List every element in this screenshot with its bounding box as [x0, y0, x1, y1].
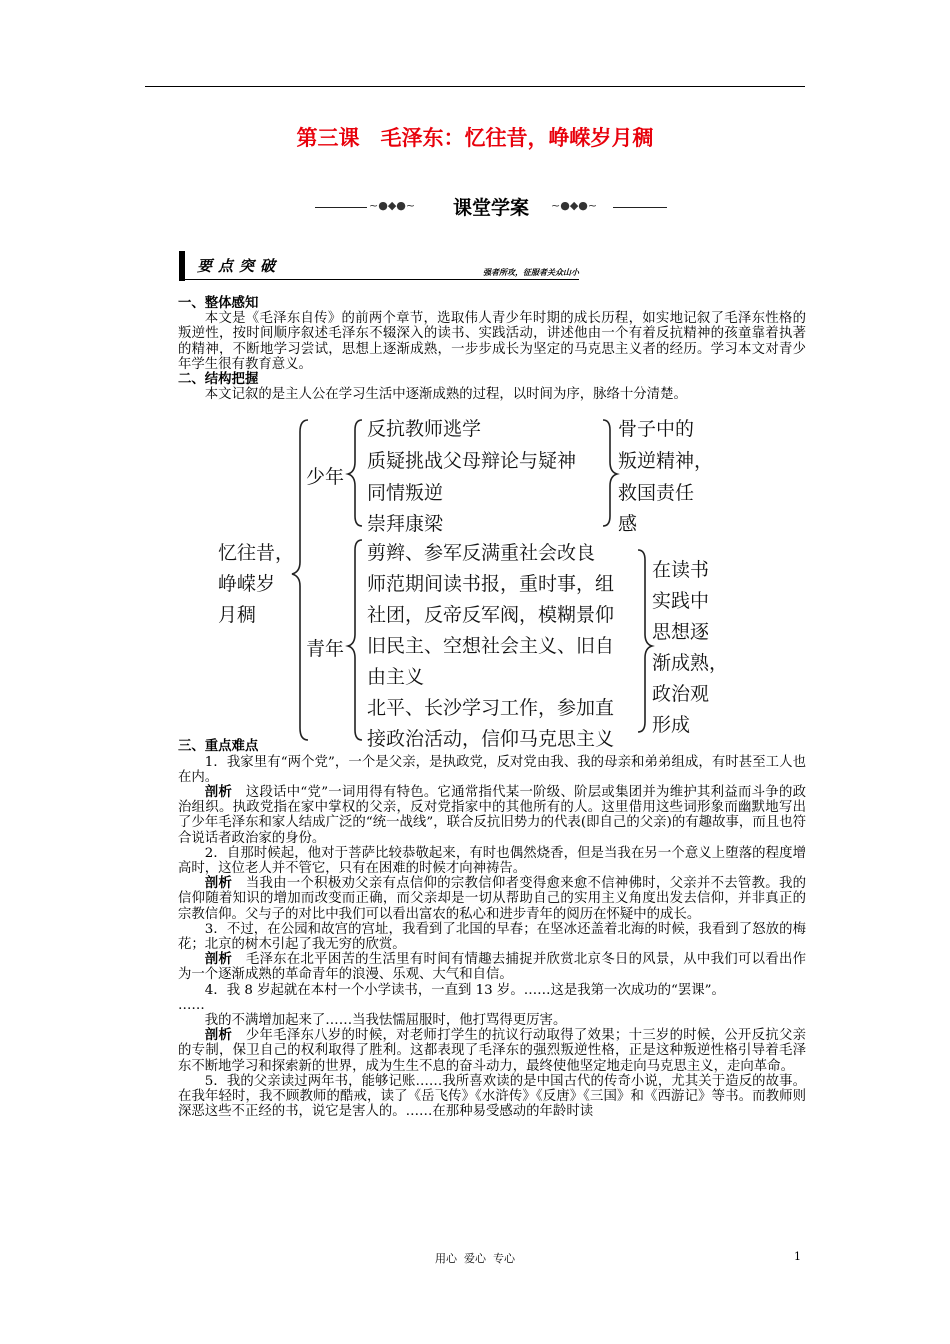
q2: 2．自那时候起，他对于菩萨比较恭敬起来，有时也偶然烧香，但是当我在另一个意义上堕落的程度增高时，这位老人并不管它，只有在困难的时候才向神祷告。: [178, 845, 806, 877]
brace-youth: [348, 420, 362, 526]
banner-underline: [185, 279, 579, 280]
q4b: ……: [178, 997, 205, 1013]
adult-item-5: 由主义: [367, 666, 425, 688]
youth-label: 少年: [306, 466, 345, 488]
adult-item-3: 社团，反帝反军阀，模糊景仰: [367, 604, 615, 626]
a2-text: 当我由一个积极劝父亲有点信仰的宗教信仰者变得愈来愈不信神佛时，父亲并不去管教。我的信仰随着知识的增加而改变而正确，而父亲却是一切从帮助自己的实用主义角度出发去信仰，并非真正的宗教信仰。父与子的对比中我们可以看出富农的私心和进步青年的阅历在怀疑中的成长。: [178, 876, 807, 922]
youth-summary-3: 救国责任: [618, 482, 695, 504]
part2-paragraph: 本文记叙的是主人公在学习生活中逐渐成熟的过程，以时间为序，脉络十分清楚。: [204, 387, 687, 403]
adult-summary-6: 形成: [652, 714, 691, 736]
part3-heading: 三、重点难点: [178, 739, 259, 755]
q4c: 我的不满增加起来了……当我怯懦屈服时，他打骂得更厉害。: [204, 1013, 567, 1029]
header-rule-left: [315, 207, 367, 208]
part1-paragraph: 本文是《毛泽东自传》的前两个章节，选取伟人青少年时期的成长历程，如实地记叙了毛泽东性格的叛逆性，按时间顺序叙述毛泽东不辍深入的读书、实践活动，讲述他由一个有着反抗精神的孩童靠着执著的精神，不断地学习尝试，思想上逐渐成熟，一步步成长为坚定的马克思主义者的经历。学习本文对青少年学生很有教育意义。: [178, 311, 806, 372]
root-line-1: 忆往昔，: [218, 542, 295, 564]
a3-label: 剖析: [204, 952, 233, 968]
adult-item-1: 剪辫、参军反满重社会改良: [367, 542, 596, 564]
part1-heading: 一、整体感知: [178, 296, 259, 311]
brace-adult: [348, 540, 362, 740]
a1-para: [178, 785, 806, 846]
adult-item-2: 师范期间读书报，重时事，组: [367, 573, 615, 595]
a4-para: [178, 1028, 806, 1074]
banner-bar: [179, 251, 185, 281]
youth-item-2: 质疑挑战父母辩论与疑神: [367, 450, 577, 472]
adult-item-4: 旧民主、空想社会主义、旧自: [367, 635, 615, 657]
lesson-title: 第三课 毛泽东：忆往昔，峥嵘岁月稠: [296, 126, 654, 150]
youth-item-1: 反抗教师逃学: [367, 418, 482, 440]
ornament-right-icon: ~●◆●~: [551, 199, 598, 212]
adult-summary-5: 政治观: [652, 683, 710, 705]
page-number: 1: [794, 1250, 801, 1263]
youth-item-4: 崇拜康梁: [367, 513, 444, 535]
youth-summary-4: 感: [618, 513, 638, 535]
ornament-left-icon: ~●◆●~: [369, 199, 416, 212]
a1-text: 这段话中“党”一词用得有特色。它通常指代某一阶级、阶层或集团并为维护其利益而斗争的政治组织。执政党指在家中掌权的父亲，反对党指家中的其他所有的人。这里借用这些词形象而幽默地写出了少年毛泽东和家人结成广泛的“统一战线”，联合反抗旧势力的代表(即自己的父亲)的有趣故事，而且也符合说话者政治家的身份。: [178, 785, 807, 846]
brace-adult-right: [638, 550, 652, 732]
footer-text: 用心 爱心 专心: [435, 1252, 515, 1265]
adult-label: 青年: [306, 638, 345, 660]
header-rule-right: [613, 207, 667, 208]
q1: 1．我家里有“两个党”，一个是父亲，是执政党，反对党由我、我的母亲和弟弟组成，有时甚至工人也在内。: [178, 754, 806, 785]
a1-label: 剖析: [204, 785, 233, 801]
a4-label: 剖析: [204, 1028, 233, 1044]
structure-diagram: [210, 412, 730, 752]
section-header: [315, 193, 667, 223]
root-line-3: 月稠: [218, 604, 257, 626]
part2-heading: 二、结构把握: [178, 372, 259, 388]
banner-title: 要点突破: [197, 257, 282, 275]
root-line-2: 峥嵘岁: [218, 573, 276, 595]
a2-label: 剖析: [204, 876, 233, 892]
a3-text: 毛泽东在北平困苦的生活里有时间有情趣去捕捉并欣赏北京冬日的风景，从中我们可以看出作为一个逐渐成熟的革命青年的浪漫、乐观、大气和自信。: [178, 952, 807, 983]
adult-summary-3: 思想逐: [652, 621, 710, 643]
q5: 5．我的父亲读过两年书，能够记账……我所喜欢读的是中国古代的传奇小说，尤其关于造反的故事。在我年轻时，我不顾教师的酷戒，读了《岳飞传》《水浒传》《反唐》《三国》和《西游记》等书。而教师则深恶这些不正经的书，说它是害人的。……在那种易受感动的年龄时读: [178, 1073, 806, 1120]
a2-para: [178, 876, 806, 922]
a3-para: [178, 952, 806, 982]
adult-summary-4: 渐成熟，: [652, 652, 729, 674]
section-header-label: 课堂学案: [452, 197, 529, 219]
brace-youth-right: [603, 420, 617, 526]
youth-summary-1: 骨子中的: [618, 418, 695, 440]
youth-item-3: 同情叛逆: [367, 482, 444, 504]
a4-text: 少年毛泽东八岁的时候，对老师打学生的抗议行动取得了效果；十三岁的时候，公开反抗父亲的专制，保卫自己的权利取得了胜利。这都表现了毛泽东的强烈叛逆性格，正是这种叛逆性格引导着毛泽东不断地学习和探索新的世界，成为生生不息的奋斗动力，最终使他坚定地走向马克思主义，走向革命。: [178, 1028, 807, 1074]
top-rule: [145, 86, 805, 87]
points-banner: [179, 251, 579, 283]
adult-summary-1: 在读书: [652, 559, 710, 581]
youth-summary-2: 叛逆精神，: [618, 450, 714, 472]
banner-motto: 强者所攻，征服者关众山小: [483, 267, 579, 277]
adult-summary-2: 实践中: [652, 590, 710, 612]
adult-item-7: 接政治活动，信仰马克思主义: [367, 728, 615, 750]
q3: 3．不过，在公园和故宫的宫址，我看到了北国的早春；在坚冰还盖着北海的时候，我看到了怒放的梅花；北京的树木引起了我无穷的欣赏。: [178, 921, 806, 953]
adult-item-6: 北平、长沙学习工作，参加直: [367, 697, 615, 719]
q4a: 4．我 8 岁起就在本村一个小学读书，一直到 13 岁。……这是我第一次成功的“罢课”。: [204, 982, 725, 998]
